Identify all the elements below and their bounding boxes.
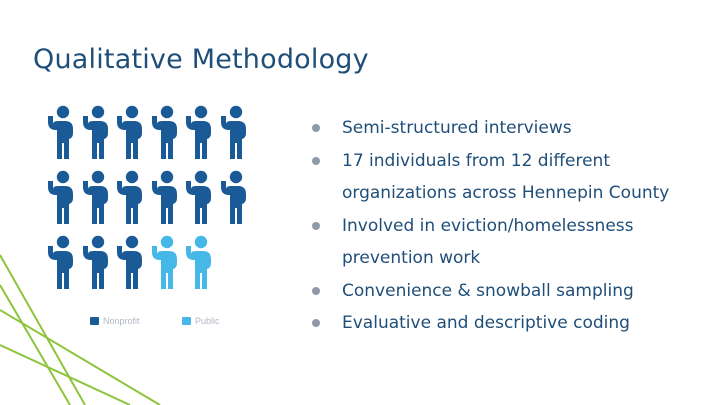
bullet-dot-icon	[312, 319, 320, 327]
person-icon	[148, 105, 184, 161]
bullet-item	[312, 145, 712, 210]
bullet-text: Semi-structured interviews	[342, 118, 572, 138]
slide-title: Qualitative Methodology	[33, 44, 369, 75]
bullet-item	[312, 307, 712, 340]
bullet-text: 17 individuals from 12 different organizations across Hennepin County	[342, 150, 670, 203]
legend-item-public	[182, 314, 220, 328]
person-icon	[79, 170, 115, 226]
person-icon	[113, 105, 149, 161]
bullet-dot-icon	[312, 287, 320, 295]
bullet-text: Evaluative and descriptive coding	[342, 313, 630, 333]
bullet-item	[312, 275, 712, 308]
bullet-text: Involved in eviction/homelessness prevention work	[342, 215, 634, 268]
person-icon	[182, 170, 218, 226]
legend-item-nonprofit	[90, 314, 140, 328]
person-icon	[148, 235, 184, 291]
legend-label-nonprofit: Nonprofit	[103, 316, 140, 326]
person-icon	[217, 170, 253, 226]
person-icon	[217, 105, 253, 161]
person-icon	[79, 105, 115, 161]
bullet-item	[312, 210, 712, 275]
bullet-item	[312, 112, 712, 145]
person-icon	[182, 235, 218, 291]
person-icon	[182, 105, 218, 161]
bullet-text: Convenience & snowball sampling	[342, 280, 634, 301]
people-icon-grid	[44, 105, 300, 305]
person-icon	[44, 105, 80, 161]
legend-label-public: Public	[195, 316, 220, 326]
person-icon	[79, 235, 115, 291]
person-icon	[44, 235, 80, 291]
person-icon	[113, 170, 149, 226]
bullet-list	[312, 112, 712, 340]
legend-swatch-public	[182, 317, 191, 325]
bullet-dot-icon	[312, 157, 320, 165]
person-icon	[113, 235, 149, 291]
bullet-dot-icon	[312, 222, 320, 230]
legend-swatch-nonprofit	[90, 317, 99, 325]
person-icon	[44, 170, 80, 226]
bullet-dot-icon	[312, 124, 320, 132]
person-icon	[148, 170, 184, 226]
